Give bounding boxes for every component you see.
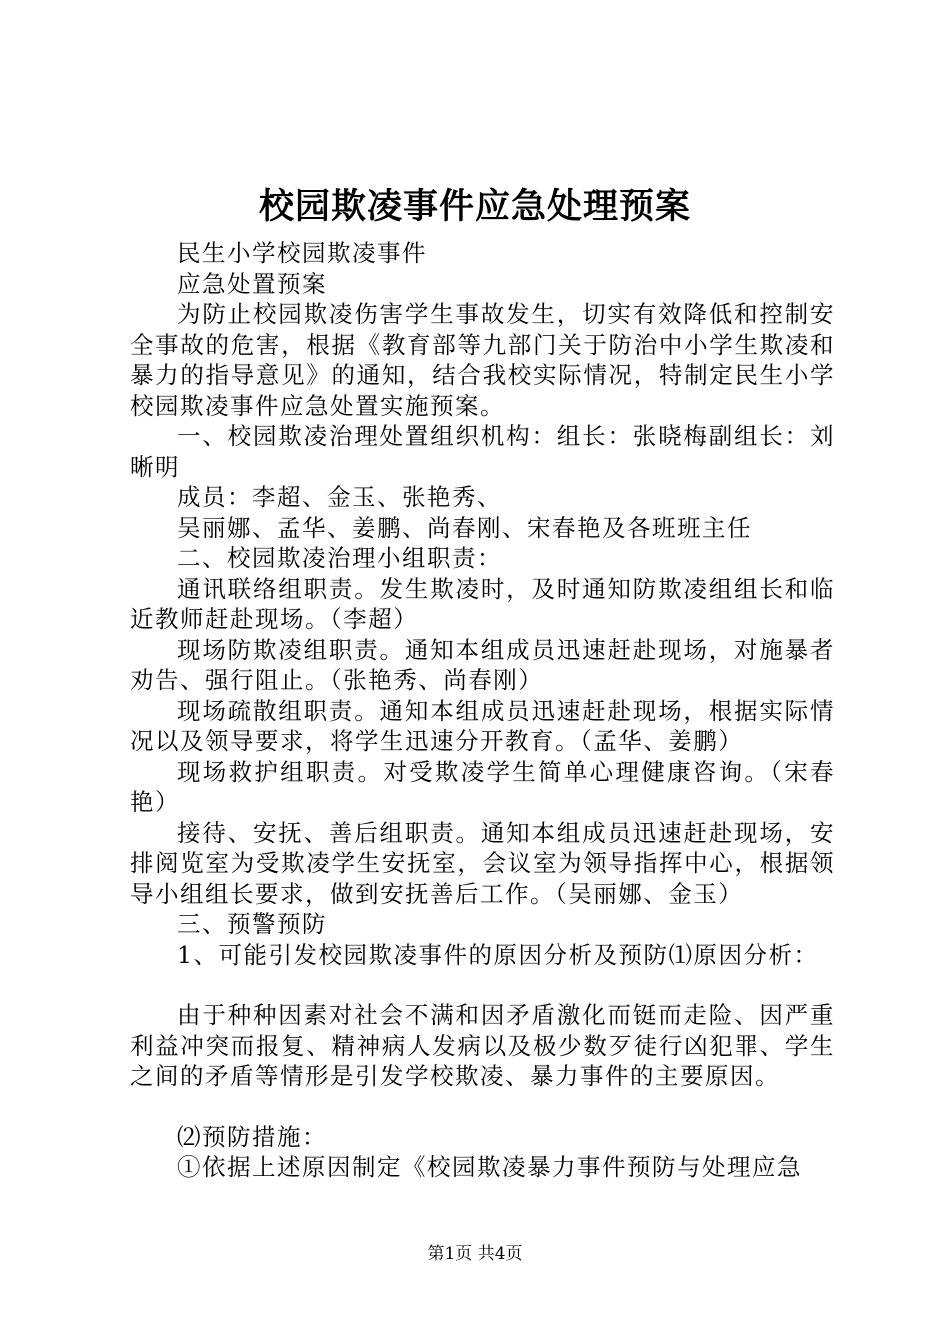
paragraph: 二、校园欺凌治理小组职责：	[177, 544, 502, 572]
paragraph: 三、预警预防	[177, 910, 327, 938]
document-body	[130, 238, 835, 1183]
paragraph: 为防止校园欺凌伤害学生事故发生，切实有效降低和控制安全事故的危害，根据《教育部等九部门关于防治中小学生欺凌和暴力的指导意见》的通知，结合我校实际情况，特制定民生小学校园欺凌事件应急处置实施预案。	[130, 300, 835, 420]
document-title: 校园欺凌事件应急处理预案	[258, 186, 691, 227]
paragraph: 现场救护组职责。对受欺凌学生简单心理健康咨询。（宋春艳）	[130, 757, 835, 816]
paragraph: 吴丽娜、孟华、姜鹏、尚春刚、宋春艳及各班班主任	[177, 513, 752, 542]
paragraph: 接待、安抚、善后组职责。通知本组成员迅速赶赴现场，安排阅览室为受欺凌学生安抚室，会议室为领导指挥中心，根据领导小组组长要求，做到安抚善后工作。（吴丽娜、金玉）	[130, 818, 835, 908]
paragraph: 现场疏散组职责。通知本组成员迅速赶赴现场，根据实际情况以及领导要求，将学生迅速分开教育。（孟华、姜鹏）	[130, 696, 835, 755]
page-footer: 第1页 共4页	[427, 1244, 523, 1264]
paragraph: 成员：李超、金玉、张艳秀、	[177, 483, 502, 511]
paragraph: 应急处置预案	[177, 269, 327, 298]
paragraph: 由于种种因素对社会不满和因矛盾激化而铤而走险、因严重利益冲突而报复、精神病人发病以及极少数歹徒行凶犯罪、学生之间的矛盾等情形是引发学校欺凌、暴力事件的主要原因。	[130, 1001, 835, 1090]
paragraph: 现场防欺凌组职责。通知本组成员迅速赶赴现场，对施暴者劝告、强行阻止。（张艳秀、尚春刚）	[130, 635, 835, 694]
paragraph: ⑵预防措施：	[177, 1122, 327, 1151]
paragraph: ①依据上述原因制定《校园欺凌暴力事件预防与处理应急	[177, 1153, 802, 1181]
paragraph: 1、可能引发校园欺凌事件的原因分析及预防⑴原因分析：	[177, 940, 819, 969]
paragraph: 一、校园欺凌治理处置组织机构：组长：张晓梅副组长：刘晰明	[130, 422, 835, 481]
paragraph: 通讯联络组职责。发生欺凌时，及时通知防欺凌组组长和临近教师赶赴现场。（李超）	[130, 574, 835, 633]
paragraph: 民生小学校园欺凌事件	[177, 239, 427, 267]
